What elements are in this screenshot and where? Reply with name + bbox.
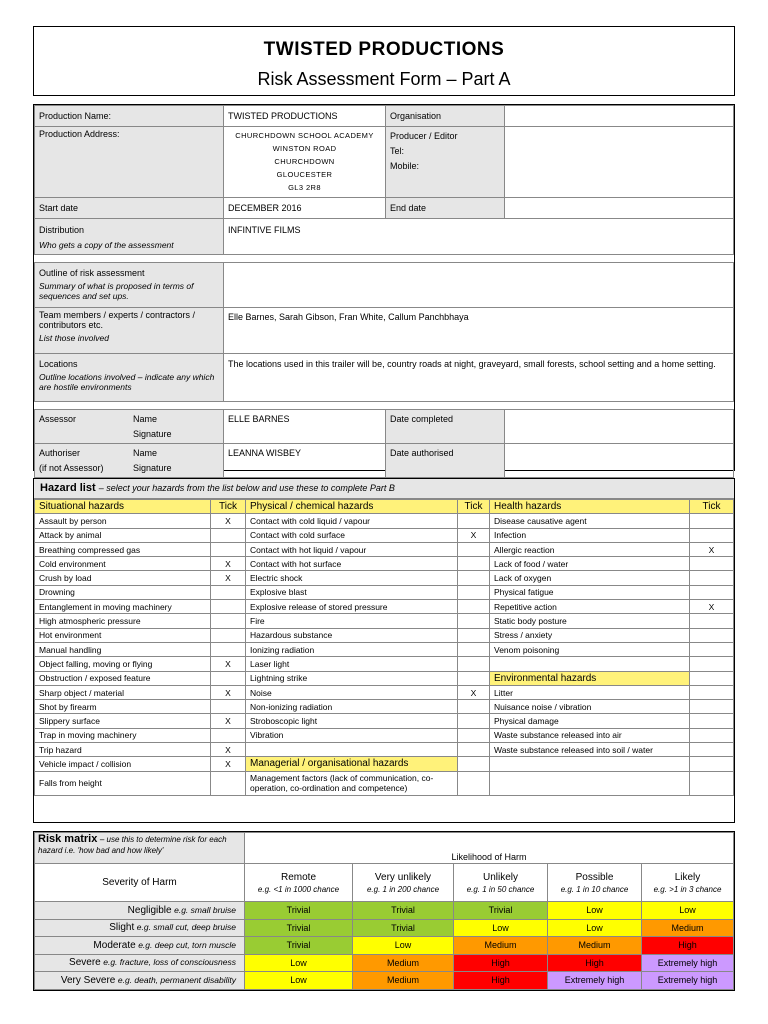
health-tick[interactable] [690,700,734,714]
physical-tick[interactable]: X [458,528,490,542]
situational-tick[interactable]: X [211,743,246,757]
physical-header: Physical / chemical hazards [246,500,458,514]
physical-tick[interactable]: X [458,685,490,699]
hazard-list-subtitle: – select your hazards from the list below and use these to complete Part B [98,483,395,493]
authoriser-cell [35,444,224,478]
hazard-list-section [33,478,735,823]
situational-hazard: Assault by person [35,514,211,528]
authoriser-name-value[interactable]: LEANNA WISBEY [224,444,386,478]
likelihood-desc: e.g. <1 in 1000 chance [257,884,340,894]
health-hazard: Allergic reaction [490,542,690,556]
situational-tick[interactable]: X [211,685,246,699]
hazard-row [35,585,734,599]
company-title: TWISTED PRODUCTIONS [263,39,505,60]
physical-tick[interactable] [458,514,490,528]
risk-level-cell: Medium [353,954,454,972]
address-label: Production Address: [35,127,224,198]
physical-hazard: Ionizing radiation [246,642,458,656]
hazard-row [35,614,734,628]
risk-matrix-title: Risk matrix [38,833,98,845]
hazard-row [35,557,734,571]
risk-level-cell: Extremely high [642,972,734,990]
physical-hazard: Contact with cold liquid / vapour [246,514,458,528]
health-hazard: Static body posture [490,614,690,628]
outline-label: Outline of risk assessment [39,268,145,278]
producer-label: Producer / Editor [390,131,458,141]
physical-tick[interactable] [458,542,490,556]
situational-hazard: Obstruction / exposed feature [35,671,211,685]
situational-hazard: Hot environment [35,628,211,642]
health-header: Health hazards [490,500,690,514]
health-tick[interactable] [690,557,734,571]
likelihood-desc: e.g. 1 in 10 chance [560,884,629,894]
situational-tick[interactable]: X [211,657,246,671]
date-authorised-label: Date authorised [386,444,505,478]
situational-tick[interactable] [211,671,246,685]
severity-row [35,972,734,990]
hazard-row [35,700,734,714]
risk-level-cell: Trivial [454,902,548,920]
likelihood-name: Likely [674,871,701,883]
hazard-row [35,600,734,614]
situational-tick[interactable] [211,628,246,642]
authoriser-sub: (if not Assessor) [39,463,104,473]
outline-value[interactable] [224,263,734,308]
severity-row [35,937,734,955]
health-tick[interactable] [690,728,734,742]
health-tick[interactable]: X [690,600,734,614]
likelihood-header [454,864,548,902]
risk-level-cell: Trivial [353,919,454,937]
address-line: CHURCHDOWN [274,157,335,166]
health-hazard: Lack of food / water [490,557,690,571]
health-tick[interactable] [690,514,734,528]
risk-level-cell: High [548,954,642,972]
risk-level-cell: Low [353,937,454,955]
likelihood-header [353,864,454,902]
severity-desc: e.g. deep cut, torn muscle [138,939,236,950]
locations-cell [35,354,224,402]
risk-level-cell: Extremely high [548,972,642,990]
hazard-row [35,743,734,757]
assessor-cell [35,410,224,444]
risk-level-cell: Trivial [245,919,353,937]
risk-level-cell: Medium [353,972,454,990]
situational-tick[interactable] [211,728,246,742]
situational-tick[interactable] [211,528,246,542]
situational-hazard: Attack by animal [35,528,211,542]
likelihood-desc: e.g. 1 in 50 chance [466,884,535,894]
situational-tick[interactable] [211,542,246,556]
production-name-label: Production Name: [35,106,224,127]
address-value[interactable] [224,127,386,198]
end-date-value[interactable] [505,198,734,219]
physical-tick[interactable] [458,743,490,757]
risk-level-cell: Trivial [245,902,353,920]
details-section [33,104,735,471]
severity-cell [35,954,245,972]
risk-matrix-header [35,833,245,864]
physical-tick[interactable] [458,557,490,571]
likelihood-name: Unlikely [482,871,518,883]
situational-header: Situational hazards [35,500,211,514]
hazard-table [34,499,734,796]
hazard-list-header [34,479,734,499]
health-hazard: Waste substance released into soil / water [490,743,690,757]
situational-tick[interactable] [211,700,246,714]
health-hazard: Physical fatigue [490,585,690,599]
hazard-row [35,714,734,728]
date-completed-value[interactable] [505,410,734,444]
health-hazard: Lack of oxygen [490,571,690,585]
severity-name: Slight [109,922,135,934]
physical-tick[interactable] [458,585,490,599]
hazard-row [35,514,734,528]
risk-matrix-table [34,832,734,990]
physical-hazard: Contact with cold surface [246,528,458,542]
title-box [33,26,735,96]
health-tick[interactable] [690,743,734,757]
likelihood-desc: e.g. 1 in 200 chance [366,884,440,894]
tick-header: Tick [458,500,490,514]
situational-hazard: Crush by load [35,571,211,585]
health-hazard: Disease causative agent [490,514,690,528]
risk-matrix-subtitle: – use this to determine risk for each hazard i.e. 'how bad and how likely' [38,835,227,855]
health-hazard: Waste substance released into air [490,728,690,742]
risk-level-cell: Low [642,902,734,920]
health-tick[interactable] [690,671,734,685]
physical-hazard: Lightning strike [246,671,458,685]
risk-matrix-section [33,831,735,991]
start-date-label: Start date [35,198,224,219]
health-hazard [490,657,690,671]
tick-header: Tick [690,500,734,514]
physical-hazard: Non-ionizing radiation [246,700,458,714]
physical-hazard: Stroboscopic light [246,714,458,728]
physical-hazard: Electric shock [246,571,458,585]
physical-tick[interactable] [458,628,490,642]
situational-hazard: Manual handling [35,642,211,656]
severity-name: Negligible [127,904,172,916]
health-hazard: Litter [490,685,690,699]
situational-hazard: Slippery surface [35,714,211,728]
health-hazard: Nuisance noise / vibration [490,700,690,714]
situational-tick[interactable] [211,600,246,614]
health-hazard [490,757,690,771]
team-value[interactable]: Elle Barnes, Sarah Gibson, Fran White, Callum Panchbhaya [224,308,734,354]
physical-hazard: Vibration [246,728,458,742]
health-tick[interactable] [690,571,734,585]
physical-hazard: Contact with hot liquid / vapour [246,542,458,556]
hazard-row [35,671,734,685]
physical-tick[interactable] [458,642,490,656]
health-tick[interactable] [690,685,734,699]
physical-tick[interactable] [458,657,490,671]
situational-hazard: Cold environment [35,557,211,571]
physical-tick[interactable] [458,728,490,742]
mobile-label: Mobile: [390,161,420,171]
likelihood-header [642,864,734,902]
situational-tick[interactable] [211,642,246,656]
address-line: GLOUCESTER [276,170,333,179]
team-cell [35,308,224,354]
severity-desc: e.g. fracture, loss of consciousness [103,957,236,968]
health-tick[interactable] [690,714,734,728]
situational-hazard: High atmospheric pressure [35,614,211,628]
hazard-row [35,728,734,742]
physical-tick[interactable] [458,771,490,795]
situational-hazard: Drowning [35,585,211,599]
health-hazard: Venom poisoning [490,642,690,656]
situational-hazard: Breathing compressed gas [35,542,211,556]
physical-hazard: Hazardous substance [246,628,458,642]
severity-cell [35,937,245,955]
team-sub: List those involved [39,333,109,343]
likelihood-label: Likelihood of Harm [245,833,734,864]
hazard-row [35,657,734,671]
likelihood-header [245,864,353,902]
health-tick[interactable] [690,771,734,795]
physical-hazard: Explosive blast [246,585,458,599]
situational-tick[interactable] [211,614,246,628]
hazard-list-title: Hazard list [40,482,96,494]
authoriser-signature-label: Signature [133,463,172,473]
risk-level-cell: Low [548,902,642,920]
assessor-name-value[interactable]: ELLE BARNES [224,410,386,444]
start-date-value[interactable]: DECEMBER 2016 [224,198,386,219]
outline-cell [35,263,224,308]
severity-cell [35,902,245,920]
end-date-label: End date [386,198,505,219]
health-hazard: Physical damage [490,714,690,728]
producer-value[interactable] [505,127,734,198]
situational-hazard: Sharp object / material [35,685,211,699]
severity-desc: e.g. death, permanent disability [117,974,236,985]
situational-tick[interactable]: X [211,714,246,728]
authoriser-name-label: Name [133,448,158,458]
severity-label: Severity of Harm [35,864,245,902]
physical-tick[interactable] [458,671,490,685]
address-line: WINSTON ROAD [272,144,337,153]
situational-hazard: Vehicle impact / collision [35,757,211,771]
environmental-header: Environmental hazards [490,671,690,685]
hazard-row [35,685,734,699]
spacer [35,255,734,263]
authoriser-label: Authoriser [39,448,81,458]
situational-tick[interactable] [211,585,246,599]
distribution-cell [35,219,224,255]
hazard-row [35,528,734,542]
locations-value[interactable]: The locations used in this trailer will be, country roads at night, graveyard, small forests, school setting and a home setting. [224,354,734,402]
likelihood-name: Very unlikely [374,871,432,883]
risk-level-cell: Low [245,972,353,990]
situational-tick[interactable]: X [211,757,246,771]
severity-row [35,954,734,972]
physical-tick[interactable] [458,600,490,614]
risk-level-cell: Low [548,919,642,937]
risk-level-cell: Medium [548,937,642,955]
situational-hazard: Entanglement in moving machinery [35,600,211,614]
physical-tick[interactable] [458,714,490,728]
situational-tick[interactable]: X [211,557,246,571]
severity-cell [35,972,245,990]
producer-labels [386,127,505,198]
severity-name: Moderate [93,939,136,951]
health-hazard: Stress / anxiety [490,628,690,642]
physical-hazard: Fire [246,614,458,628]
hazard-row [35,628,734,642]
risk-level-cell: Low [454,919,548,937]
physical-hazard: Explosive release of stored pressure [246,600,458,614]
assessor-label: Assessor [39,414,77,424]
health-tick[interactable] [690,528,734,542]
locations-label: Locations [39,359,78,369]
hazard-row [35,542,734,556]
organisation-label: Organisation [386,106,505,127]
health-tick[interactable] [690,657,734,671]
risk-level-cell: High [642,937,734,955]
health-tick[interactable] [690,757,734,771]
health-hazard [490,771,690,795]
situational-hazard: Object falling, moving or flying [35,657,211,671]
likelihood-desc: e.g. >1 in 3 chance [653,884,722,894]
date-authorised-value[interactable] [505,444,734,478]
severity-desc: e.g. small cut, deep bruise [136,922,236,933]
physical-hazard: Contact with hot surface [246,557,458,571]
severity-name: Very Severe [60,974,116,986]
form-title: Risk Assessment Form – Part A [257,69,511,89]
physical-tick[interactable] [458,571,490,585]
locations-sub: Outline locations involved – indicate any which are hostile environments [39,372,215,392]
physical-tick[interactable] [458,700,490,714]
distribution-label: Distribution [39,225,85,235]
tick-header: Tick [211,500,246,514]
address-line: CHURCHDOWN SCHOOL ACADEMY [235,131,374,140]
physical-tick[interactable] [458,757,490,771]
situational-hazard: Trap in moving machinery [35,728,211,742]
risk-level-cell: Trivial [353,902,454,920]
health-tick[interactable]: X [690,542,734,556]
tel-label: Tel: [390,146,405,156]
situational-tick[interactable] [211,771,246,795]
health-tick[interactable] [690,614,734,628]
severity-row [35,902,734,920]
physical-hazard: Management factors (lack of communication, co-operation, co-ordination and competence) [246,771,458,795]
health-hazard: Infection [490,528,690,542]
risk-level-cell: Low [245,954,353,972]
managerial-header: Managerial / organisational hazards [246,757,458,771]
address-line: GL3 2R8 [288,183,321,192]
hazard-row [35,642,734,656]
health-tick[interactable] [690,585,734,599]
likelihood-name: Possible [575,871,614,883]
production-name-value[interactable]: TWISTED PRODUCTIONS [224,106,386,127]
risk-level-cell: High [454,954,548,972]
situational-tick[interactable]: X [211,514,246,528]
assessor-name-label: Name [133,414,158,424]
situational-tick[interactable]: X [211,571,246,585]
health-tick[interactable] [690,628,734,642]
health-hazard: Repetitive action [490,600,690,614]
likelihood-header [548,864,642,902]
situational-hazard: Falls from height [35,771,211,795]
physical-hazard: Noise [246,685,458,699]
risk-level-cell: Trivial [245,937,353,955]
physical-hazard [246,743,458,757]
likelihood-name: Remote [280,871,316,883]
distribution-sub: Who gets a copy of the assessment [39,240,174,250]
severity-row [35,919,734,937]
risk-level-cell: High [454,972,548,990]
organisation-value[interactable] [505,106,734,127]
situational-hazard: Trip hazard [35,743,211,757]
health-tick[interactable] [690,642,734,656]
situational-hazard: Shot by firearm [35,700,211,714]
severity-desc: e.g. small bruise [174,904,236,915]
hazard-row [35,571,734,585]
risk-level-cell: Extremely high [642,954,734,972]
outline-sub: Summary of what is proposed in terms of sequences and set ups. [39,281,194,301]
risk-level-cell: Medium [454,937,548,955]
risk-level-cell: Medium [642,919,734,937]
severity-cell [35,919,245,937]
physical-tick[interactable] [458,614,490,628]
physical-hazard: Laser light [246,657,458,671]
spacer [35,402,734,410]
hazard-row [35,757,734,771]
date-completed-label: Date completed [386,410,505,444]
assessor-signature-label: Signature [133,429,172,439]
distribution-value[interactable]: INFINTIVE FILMS [224,219,734,255]
severity-name: Severe [69,957,101,969]
team-label: Team members / experts / contractors / contributors etc. [39,310,196,330]
hazard-row [35,771,734,795]
